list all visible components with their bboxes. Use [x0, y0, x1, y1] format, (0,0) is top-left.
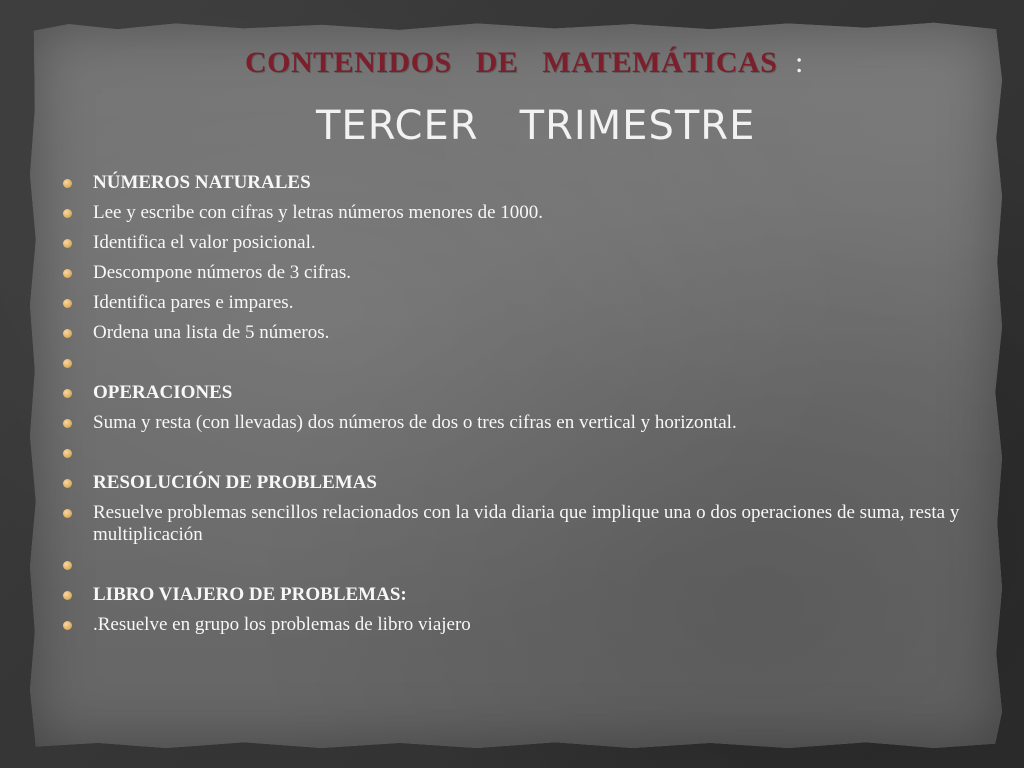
- list-item-text: RESOLUCIÓN DE PROBLEMAS: [93, 472, 377, 493]
- list-item: [60, 554, 960, 576]
- list-item: [60, 614, 960, 636]
- bullet-icon: [63, 329, 72, 338]
- slide-title: CONTENIDOS DE MATEMÁTICAS: [245, 46, 778, 79]
- bullet-icon: [63, 509, 72, 518]
- list-item-text: Resuelve problemas sencillos relacionados con la vida diaria que implique una o dos operaciones de suma, resta y multiplicación: [93, 502, 960, 545]
- list-item-text: Identifica el valor posicional.: [93, 232, 316, 253]
- list-item: [60, 202, 960, 224]
- list-item-text: Ordena una lista de 5 números.: [93, 322, 330, 343]
- bullet-list: [60, 172, 960, 644]
- list-item: [60, 502, 960, 546]
- bullet-icon: [63, 561, 72, 570]
- list-item-text: LIBRO VIAJERO DE PROBLEMAS:: [93, 584, 407, 605]
- list-item-text: Suma y resta (con llevadas) dos números de dos o tres cifras en vertical y horizontal.: [93, 412, 737, 433]
- list-item: [60, 412, 960, 434]
- list-item-text: Descompone números de 3 cifras.: [93, 262, 352, 283]
- list-item-text: OPERACIONES: [93, 382, 233, 403]
- bullet-icon: [63, 479, 72, 488]
- slide-subtitle: TERCER TRIMESTRE: [316, 103, 756, 149]
- list-item-text: NÚMEROS NATURALES: [93, 172, 311, 193]
- list-item-text: .Resuelve en grupo los problemas de libro viajero: [93, 614, 471, 635]
- bullet-icon: [63, 449, 72, 458]
- slide-title-colon: :: [795, 46, 804, 79]
- list-item: [60, 584, 960, 606]
- list-item-text: Identifica pares e impares.: [93, 292, 294, 313]
- bullet-icon: [63, 269, 72, 278]
- list-item: [60, 322, 960, 344]
- list-item: [60, 472, 960, 494]
- bullet-icon: [63, 299, 72, 308]
- bullet-icon: [63, 389, 72, 398]
- bullet-icon: [63, 359, 72, 368]
- bullet-icon: [63, 621, 72, 630]
- list-item: [60, 262, 960, 284]
- list-item: [60, 292, 960, 314]
- list-item: [60, 382, 960, 404]
- list-item: [60, 232, 960, 254]
- list-item: [60, 442, 960, 464]
- list-item-text: Lee y escribe con cifras y letras números menores de 1000.: [93, 202, 544, 223]
- bullet-icon: [63, 591, 72, 600]
- bullet-icon: [63, 419, 72, 428]
- list-item: [60, 172, 960, 194]
- bullet-icon: [63, 179, 72, 188]
- bullet-icon: [63, 239, 72, 248]
- list-item: [60, 352, 960, 374]
- bullet-icon: [63, 209, 72, 218]
